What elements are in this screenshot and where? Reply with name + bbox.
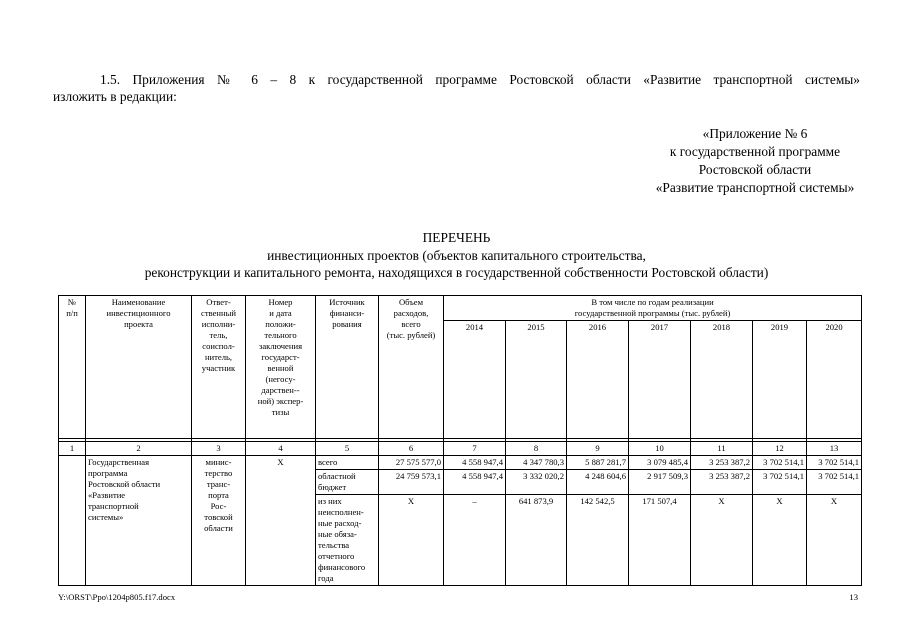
cell-line: тельства [318,540,350,550]
cell-line: отчетного [318,551,355,561]
year-value-cell: 5 887 281,7 [567,456,629,470]
cell-line: Номер [268,297,293,307]
cell-line: «Развитие [88,490,126,500]
cell-line: Ростовской области [88,479,161,489]
cell-line: дарствен-- [261,385,300,395]
volume-cell: Х [379,495,444,586]
column-number: 5 [316,442,379,456]
source-cell [316,470,379,495]
heading-title: ПЕРЕЧЕНЬ [422,230,491,245]
intro-paragraph [53,71,860,105]
year-value-cell: Х [753,495,807,586]
heading-line-2: инвестиционных проектов (объектов капитального строительства, [267,247,646,263]
header-year: 2019 [753,321,807,439]
cell-line: тельного [264,330,297,340]
cell-line: № [67,297,77,307]
header-by-years [444,296,862,321]
cell-line: системы» [88,512,124,522]
year-value-cell: 4 248 604,6 [567,470,629,495]
cell-line: государственной программы (тыс. рублей) [574,308,731,318]
project-name-cell [86,456,192,586]
year-value-cell: 641 873,9 [506,495,567,586]
project-conclusion-cell: Х [246,456,316,586]
year-value-cell: 171 507,4 [629,495,691,586]
cell-line: года [318,573,334,583]
cell-line: ные обяза- [318,529,357,539]
project-num-cell [59,456,86,586]
cell-line: и дата [269,308,292,318]
cell-line: ственный [201,308,236,318]
year-value-cell: 4 558 947,4 [444,456,506,470]
header-year: 2020 [807,321,862,439]
header-executor [192,296,246,439]
header-volume [379,296,444,439]
year-value-cell: – [444,495,506,586]
header-num [59,296,86,439]
cell-line: Ответ- [206,297,231,307]
cell-line: п/п [66,308,78,318]
cell-line: тель, [209,330,228,340]
column-number-row [59,442,862,456]
document-heading [53,229,860,282]
column-number: 7 [444,442,506,456]
cell-line: ной) экспер- [257,396,304,406]
cell-line: расходов, [393,308,429,318]
intro-line-2: изложить в редакции: [53,89,177,104]
intro-line-1: 1.5. Приложения № 6 – 8 к государственной программе Ростовской области «Развитие транспортной системы» [100,72,860,87]
year-value-cell: 2 917 509,3 [629,470,691,495]
year-value-cell: 4 558 947,4 [444,470,506,495]
header-year: 2014 [444,321,506,439]
header-year: 2016 [567,321,629,439]
header-source [316,296,379,439]
year-value-cell: 3 079 485,4 [629,456,691,470]
cell-line: ные расход- [318,518,362,528]
cell-line: (тыс. рублей) [386,330,436,340]
year-value-cell: 142 542,5 [567,495,629,586]
column-number: 8 [506,442,567,456]
cell-line: исполни- [201,319,236,329]
cell-line: Наименование [111,297,166,307]
cell-line: проекта [124,319,153,329]
appendix-line: «Развитие транспортной системы» [655,180,855,195]
cell-line: минис- [205,457,232,467]
cell-line: всего [318,457,338,467]
project-executor-cell [192,456,246,586]
column-number: 1 [59,442,86,456]
cell-line: инвестиционного [106,308,171,318]
page-number: 13 [849,592,858,602]
cell-line: области [204,523,233,533]
cell-line: Источник [329,297,365,307]
source-cell [316,456,379,470]
cell-line: финанси- [329,308,365,318]
appendix-line: «Приложение № 6 [702,126,808,141]
column-number: 2 [86,442,192,456]
column-number: 9 [567,442,629,456]
source-cell [316,495,379,586]
cell-line: положи- [265,319,296,329]
year-value-cell: Х [691,495,753,586]
cell-line: тизы [271,407,290,417]
cell-line: участник [201,363,236,373]
file-path: Y:\ORST\Ppo\1204p805.f17.docx [58,592,176,602]
header-conclusion [246,296,316,439]
cell-line: из них [318,496,342,506]
column-number: 11 [691,442,753,456]
cell-line: Рос- [210,501,227,511]
cell-line: порта [208,490,229,500]
table-row [59,456,862,470]
volume-cell: 27 575 577,0 [379,456,444,470]
cell-line: программа [88,468,128,478]
column-number: 4 [246,442,316,456]
year-value-cell: 4 347 780,3 [506,456,567,470]
column-number: 10 [629,442,691,456]
year-value-cell: 3 702 514,1 [753,470,807,495]
cell-line: нитель, [204,352,233,362]
investment-projects-table [58,295,862,586]
cell-line: заключения [258,341,303,351]
header-year: 2018 [691,321,753,439]
cell-line: терство [204,468,233,478]
cell-line: товской [204,512,233,522]
year-value-cell: 3 253 387,2 [691,456,753,470]
volume-cell: 24 759 573,1 [379,470,444,495]
cell-line: (негосу- [265,374,296,384]
cell-line: всего [401,319,421,329]
column-number: 13 [807,442,862,456]
cell-line: транс- [206,479,231,489]
header-year: 2015 [506,321,567,439]
header-row [59,296,862,321]
heading-line-3: реконструкции и капитального ремонта, находящихся в государственной собственности Ростовской области) [144,265,769,280]
cell-line: областной [318,471,356,481]
column-number: 6 [379,442,444,456]
cell-line: венной [267,363,294,373]
header-name [86,296,192,439]
cell-line: В том числе по годам реализации [591,297,714,307]
column-number: 3 [192,442,246,456]
cell-line: транспортной [88,501,139,511]
cell-line: рования [332,319,362,329]
cell-line: Государственная [88,457,150,467]
cell-line: государст- [261,352,300,362]
appendix-header [600,125,905,197]
year-value-cell: 3 702 514,1 [807,456,862,470]
cell-line: бюджет [318,482,347,492]
cell-line: Объем [398,297,424,307]
year-value-cell: 3 702 514,1 [753,456,807,470]
year-value-cell: 3 332 020,2 [506,470,567,495]
appendix-line: к государственной программе [669,144,841,159]
column-number: 12 [753,442,807,456]
cell-line: соиспол- [202,341,235,351]
cell-line: неисполнен- [318,507,364,517]
appendix-line: Ростовской области [698,162,812,177]
year-value-cell: 3 253 387,2 [691,470,753,495]
year-value-cell: 3 702 514,1 [807,470,862,495]
header-year: 2017 [629,321,691,439]
cell-line: финансового [318,562,366,572]
year-value-cell: Х [807,495,862,586]
